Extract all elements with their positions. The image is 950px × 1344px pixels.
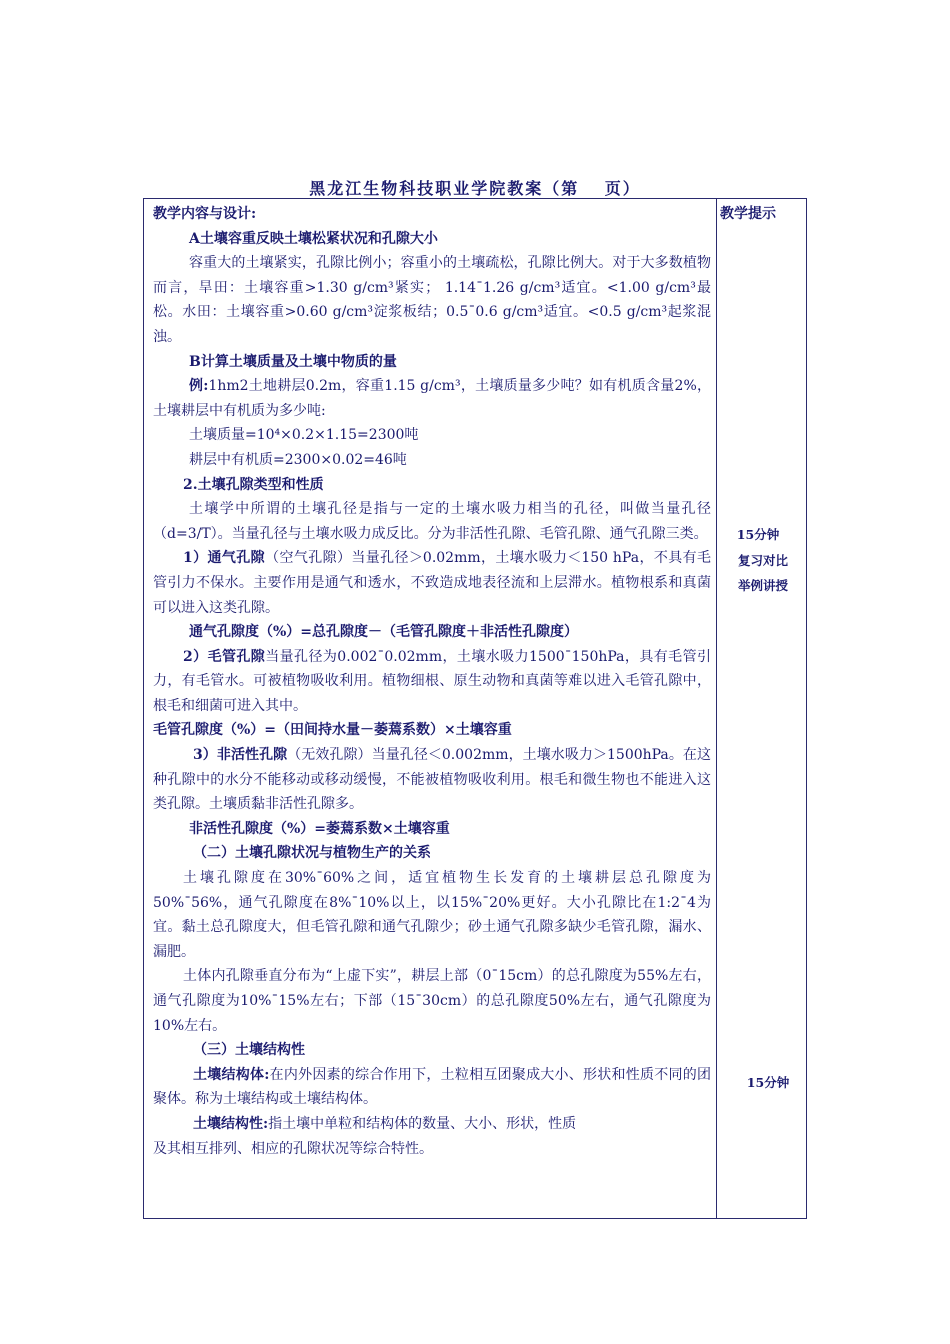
paragraph-example (153, 374, 711, 423)
paragraph-porosity-plant: 土壤孔隙度在30%¯60%之间，适宜植物生长发育的土壤耕层总孔隙度为50%¯56%，通气孔隙度在8%¯10%以上，以15%¯20%更好。大小孔隙比在1:2¯4为宜。黏土总孔隙度大，但毛管孔隙和通气孔隙少；砂土通气孔隙多缺少毛管孔隙，漏水、漏肥。 (153, 870, 711, 960)
paragraph-structure-prop-cont: 及其相互排列、相应的孔隙状况等综合特性。 (153, 1140, 433, 1157)
paragraph-bulk-density: 容重大的土壤紧实，孔隙比例小；容重小的土壤疏松，孔隙比例大。对于大多数植物而言，旱田：土壤容重>1.30 g/cm³紧实； 1.14¯1.26 g/cm³适宜。<1.00 g/cm³最松。水田：土壤容重>0.60 g/cm³淀浆板结；0.5¯0.6 g/cm³适宜。<0.5 g/cm³起浆混浊。 (153, 255, 711, 345)
section-heading-three: （三）土壤结构性 (193, 1042, 305, 1059)
column-divider (716, 198, 717, 1219)
formula-inactive-porosity: 非活性孔隙度（%）=萎蔫系数×土壤容重 (189, 820, 450, 837)
paragraph-capillary-pores (153, 645, 711, 719)
hint-time-2: 15分钟 (746, 1075, 790, 1090)
structure-prop-text: 指土壤中单粒和结构体的数量、大小、形状，性质 (268, 1115, 577, 1132)
structure-prop-label: 土壤结构性: (193, 1115, 269, 1132)
hint-method-2: 举例讲授 (737, 578, 788, 593)
section-heading-two: （二）土壤孔隙状况与植物生产的关系 (193, 845, 431, 862)
example-text: 1hm2土地耕层0.2m，容重1.15 g/cm³，土壤质量多少吨？如有机质含量2%，土壤耕层中有机质为多少吨: (153, 378, 711, 419)
paragraph-structure-body (153, 1063, 711, 1112)
lesson-content (153, 202, 711, 1161)
example-label: 例: (189, 378, 209, 395)
paragraph-structure-prop (153, 1112, 711, 1137)
aeration-text: （空气孔隙）当量孔径＞0.02mm，土壤水吸力＜150 hPa，不具有毛管引力不保水。主要作用是通气和透水，不致造成地表径流和上层滞水。植物根系和真菌可以进入这类孔隙。 (153, 550, 711, 616)
paragraph-vertical-distribution: 土体内孔隙垂直分布为“上虚下实”，耕层上部（0¯15cm）的总孔隙度为55%左右，通气孔隙度为10%¯15%左右；下部（15¯30cm）的总孔隙度50%左右，通气孔隙度为10%左右。 (153, 968, 711, 1034)
hint-method-1: 复习对比 (737, 553, 788, 568)
capillary-text: 当量孔径为0.002¯0.02mm，土壤水吸力1500¯150hPa，具有毛管引力，有毛管水。可被植物吸收利用。植物细根、原生动物和真菌等难以进入毛管孔隙中，根毛和细菌可进入其中。 (153, 648, 711, 714)
hint-time-1: 15分钟 (736, 527, 780, 542)
aeration-label: 1）通气孔隙 (183, 550, 266, 567)
formula-aeration-porosity: 通气孔隙度（%）=总孔隙度－（毛管孔隙度＋非活性孔隙度） (189, 624, 579, 641)
structure-body-label: 土壤结构体: (193, 1066, 270, 1083)
section-heading-b: B计算土壤质量及土壤中物质的量 (189, 353, 397, 370)
section-heading-a: A土壤容重反映土壤松紧状况和孔隙大小 (189, 230, 438, 247)
section-heading-pore-types: 2.土壤孔隙类型和性质 (183, 476, 324, 493)
formula-organic-matter: 耕层中有机质=2300×0.02=46吨 (189, 451, 407, 468)
formula-soil-mass: 土壤质量=10⁴×0.2×1.15=2300吨 (189, 427, 419, 444)
structure-body-text: 在内外因素的综合作用下，土粒相互团聚成大小、形状和性质不同的团聚体。称为土壤结构或土壤结构体。 (153, 1066, 712, 1108)
paragraph-inactive-pores (153, 743, 711, 817)
content-header: 教学内容与设计: (153, 206, 257, 222)
inactive-label: 3）非活性孔隙 (193, 747, 288, 764)
capillary-label: 2）毛管孔隙 (183, 648, 266, 665)
paragraph-aeration-pores (153, 546, 711, 620)
formula-capillary-porosity: 毛管孔隙度（%）=（田间持水量－萎蔫系数）×土壤容重 (153, 722, 512, 739)
paragraph-pore-diameter: 土壤学中所谓的土壤孔径是指与一定的土壤水吸力相当的孔径，叫做当量孔径（d=3/T）。当量孔径与土壤水吸力成反比。分为非活性孔隙、毛管孔隙、通气孔隙三类。 (153, 501, 711, 542)
inactive-text: （无效孔隙）当量孔径＜0.002mm，土壤水吸力＞1500hPa。在这种孔隙中的水分不能移动或移动缓慢，不能被植物吸收利用。根毛和微生物也不能进入这类孔隙。土壤质黏非活性孔隙多。 (153, 747, 711, 813)
teaching-tips-header: 教学提示 (720, 206, 776, 222)
document-title: 黑龙江生物科技职业学院教案（第 页） (309, 179, 641, 198)
